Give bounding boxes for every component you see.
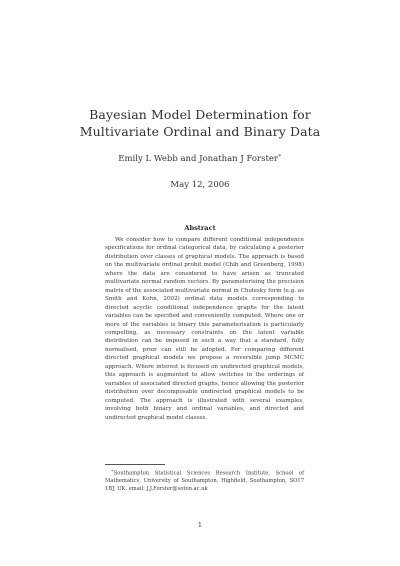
footnote-mark: ∗ (111, 468, 114, 473)
footnote-rule (105, 464, 165, 465)
paper-title: Bayesian Model Determination for Multivariate Ordinal and Binary Data (79, 107, 321, 139)
footnote-text: Southampton Statistical Sciences Research Institute, School of Mathematics, University of Southampton, Highfield, Southampton, SO17 1BJ, UK. email: J.J.Forster@soton.ac.uk (105, 470, 304, 492)
author-footnote (105, 467, 304, 493)
author-footnote-mark: ∗ (277, 153, 282, 159)
abstract-heading: Abstract (184, 224, 216, 232)
page-number: 1 (197, 521, 203, 529)
abstract-body: We consider how to compare different conditional independence specifications for ordinal categorical data, by calculating a posterior distribution over classes of graphical models. The approach is based on the multivariate ordinal probit model (Chib and Greenberg, 1998) where the data are considered to have arisen as truncated multivariate normal random vectors. By parameterising the precision matrix of the associated multivariate normal in Cholesky form (e.g. as Smith and Kohn, 2002) ordinal data models corresponding to directed acyclic conditional independence graphs for the latent variables can be specified and conveniently computed. Where one or more of the variables is binary this parameterisation is particularly compelling, as necessary constraints on the latent variable distribution can be imposed in such a way that a standard, fully normalised, prior can still be adopted. For comparing different directed graphical models we propose a reversible jump MCMC approach. Where interest is focused on undirected graphical models, this approach is augmented to allow switches in the orderings of variables of associated directed graphs, hence allowing the posterior distribution over decomposable undirected graphical models to be computed. The approach is illustrated with several examples, involving both binary and ordinal variables, and directed and undirected graphical model classes. (105, 237, 304, 421)
author-line (80, 153, 320, 164)
paper-date: May 12, 2006 (170, 180, 230, 190)
authors: Emily L Webb and Jonathan J Forster (118, 153, 278, 164)
